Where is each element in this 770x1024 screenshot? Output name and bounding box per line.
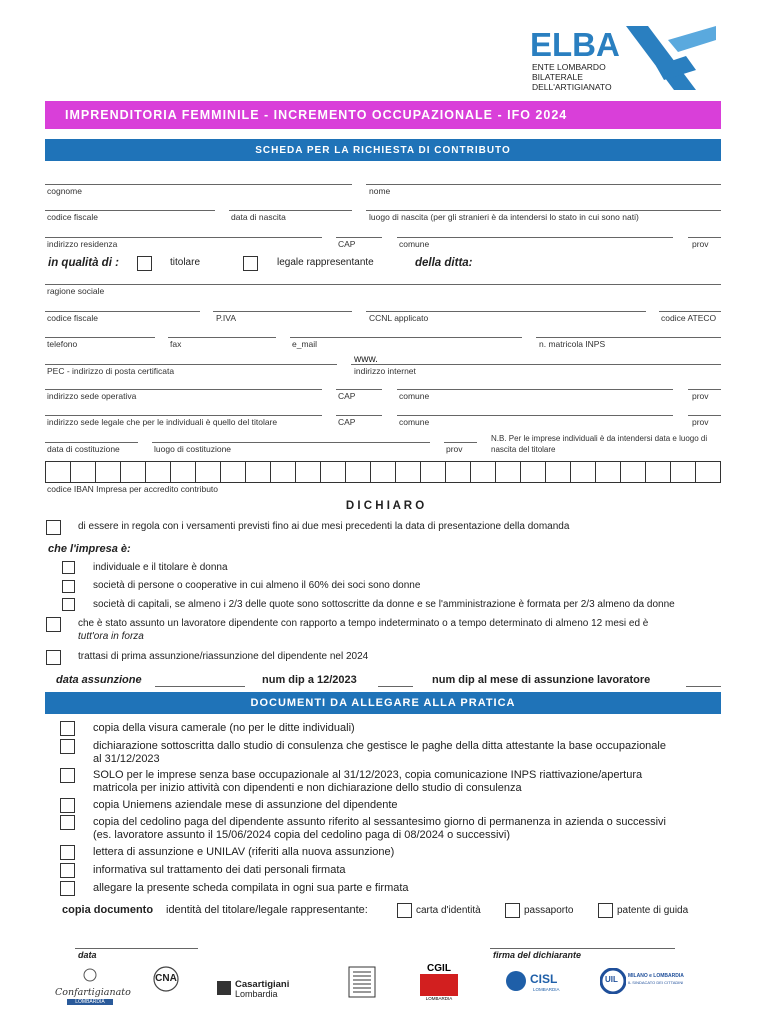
passaporto-label: passaporto xyxy=(524,905,574,916)
sede-leg-cap-line[interactable] xyxy=(336,415,382,416)
emblem-icon xyxy=(348,966,376,998)
doc1-checkbox[interactable] xyxy=(60,721,75,736)
cognome-label: cognome xyxy=(47,186,82,196)
firma-line[interactable] xyxy=(490,948,675,949)
ateco-label: codice ATECO xyxy=(661,313,717,323)
casartigiani-region: Lombardia xyxy=(235,989,278,999)
www-prefix: www. xyxy=(354,354,378,365)
della-ditta-label: della ditta: xyxy=(415,257,473,269)
opt3-label: società di capitali, se almeno i 2/3 delle quote sono sottoscritte da donne e se l'amministrazione è formata per 2/3 almeno da donne xyxy=(93,599,675,610)
doc6-label: lettera di assunzione e UNILAV (riferiti alla nuova assunzione) xyxy=(93,846,395,858)
sede-op-comune-label: comune xyxy=(399,391,430,401)
sede-op-comune-line[interactable] xyxy=(397,389,673,390)
assunto-label-b: tutt'ora in forza xyxy=(78,631,144,642)
doc2-label-a: dichiarazione sottoscritta dallo studio di consulenza che gestisce le paghe della ditta attestante la base occupazionale xyxy=(93,740,666,752)
sede-operativa-label: indirizzo sede operativa xyxy=(47,391,137,401)
elba-line1: ENTE LOMBARDO xyxy=(532,62,606,72)
carta-checkbox[interactable] xyxy=(397,903,412,918)
data-costituzione-line[interactable] xyxy=(45,442,138,443)
internet-line[interactable] xyxy=(351,364,721,365)
opt3-checkbox[interactable] xyxy=(62,598,75,611)
casartigiani-logo xyxy=(217,978,292,1000)
costituzione-prov-label: prov xyxy=(446,444,463,454)
inps-line[interactable] xyxy=(536,337,721,338)
documenti-heading: DOCUMENTI DA ALLEGARE ALLA PRATICA xyxy=(250,697,516,709)
sede-leg-prov-label: prov xyxy=(692,417,709,427)
ragione-sociale-line[interactable] xyxy=(45,284,721,285)
luogo-nascita-label: luogo di nascita (per gli stranieri è da intendersi lo stato in cui sono nati) xyxy=(369,212,639,222)
casartigiani-name: Casartigiani xyxy=(235,979,290,990)
confartigianato-sub: LOMBARDIA xyxy=(67,999,113,1005)
doc7-label: informativa sul trattamento dei dati personali firmata xyxy=(93,864,346,876)
confartigianato-logo xyxy=(55,968,131,1005)
num-dip-mese-line[interactable] xyxy=(686,686,721,687)
doc4-label: copia Uniemens aziendale mese di assunzione del dipendente xyxy=(93,799,398,811)
data-label: data xyxy=(78,950,97,960)
sede-op-prov-line[interactable] xyxy=(688,389,721,390)
in-qualita-label: in qualità di : xyxy=(48,257,119,269)
data-assunzione-label: data assunzione xyxy=(56,674,142,686)
titolare-checkbox[interactable] xyxy=(137,256,152,271)
subtitle-bar xyxy=(45,139,721,161)
sede-leg-comune-line[interactable] xyxy=(397,415,673,416)
luogo-costituzione-line[interactable] xyxy=(152,442,430,443)
sede-legale-label: indirizzo sede legale che per le individuali è quello del titolare xyxy=(47,417,278,427)
doc3-label-a: SOLO per le imprese senza base occupazionale al 31/12/2023, copia comunicazione INPS riattivazione/apertura xyxy=(93,769,643,781)
cna-name: CNA xyxy=(155,973,177,984)
cgil-name: CGIL xyxy=(420,963,458,974)
company-cf-line[interactable] xyxy=(45,311,200,312)
page-title: IMPRENDITORIA FEMMINILE - INCREMENTO OCCUPAZIONALE - IFO 2024 xyxy=(65,108,568,122)
emblem-logo xyxy=(348,966,376,998)
cognome-line[interactable] xyxy=(45,184,352,185)
elba-line3: DELL'ARTIGIANATO xyxy=(532,82,612,92)
uil-name: UIL xyxy=(605,975,618,984)
firma-label: firma del dichiarante xyxy=(493,950,582,960)
num-dip-mese-label: num dip al mese di assunzione lavoratore xyxy=(432,674,651,686)
doc7-checkbox[interactable] xyxy=(60,863,75,878)
passaporto-checkbox[interactable] xyxy=(505,903,520,918)
titolare-label: titolare xyxy=(170,257,201,268)
opt1-label: individuale e il titolare è donna xyxy=(93,562,228,573)
doc5-checkbox[interactable] xyxy=(60,815,75,830)
doc8-label: allegare la presente scheda compilata in ogni sua parte e firmata xyxy=(93,882,409,894)
piva-line[interactable] xyxy=(213,311,352,312)
casartigiani-square-icon xyxy=(217,981,231,995)
patente-checkbox[interactable] xyxy=(598,903,613,918)
iban-grid[interactable] xyxy=(45,461,721,483)
sede-op-cap-label: CAP xyxy=(338,391,356,401)
page-subtitle: SCHEDA PER LA RICHIESTA DI CONTRIBUTO xyxy=(255,144,511,156)
doc2-label-b: al 31/12/2023 xyxy=(93,753,160,765)
cap-label: CAP xyxy=(338,239,356,249)
title-bar xyxy=(45,101,721,129)
prov-line[interactable] xyxy=(688,237,721,238)
carta-label: carta d'identità xyxy=(416,905,481,916)
pec-label: PEC - indirizzo di posta certificata xyxy=(47,366,175,376)
elba-brand: ELBA xyxy=(530,26,620,63)
iban-label: codice IBAN Impresa per accredito contributo xyxy=(47,484,219,494)
prov-label: prov xyxy=(692,239,709,249)
sede-op-prov-label: prov xyxy=(692,391,709,401)
num-dip-line[interactable] xyxy=(378,686,413,687)
uil-region: MILANO e LOMBARDIA xyxy=(628,973,684,979)
legale-checkbox[interactable] xyxy=(243,256,258,271)
patente-label: patente di guida xyxy=(617,905,689,916)
elba-line2: BILATERALE xyxy=(532,72,583,82)
ragione-sociale-label: ragione sociale xyxy=(47,286,105,296)
doc6-checkbox[interactable] xyxy=(60,845,75,860)
cisl-emblem-icon xyxy=(505,970,527,992)
telefono-line[interactable] xyxy=(45,337,155,338)
ateco-line[interactable] xyxy=(659,311,721,312)
cisl-sub: LOMBARDIA xyxy=(533,987,560,992)
cgil-sub: LOMBARDIA xyxy=(420,996,458,1001)
residenza-line[interactable] xyxy=(45,237,322,238)
sede-legale-line[interactable] xyxy=(45,415,322,416)
copia-doc-rest: identità del titolare/legale rappresentante: xyxy=(166,904,368,916)
che-impresa-label: che l'impresa è: xyxy=(48,543,131,555)
sede-op-cap-line[interactable] xyxy=(336,389,382,390)
regola-checkbox[interactable] xyxy=(46,520,61,535)
luogo-costituzione-label: luogo di costituzione xyxy=(154,444,232,454)
luogo-nascita-line[interactable] xyxy=(366,210,721,211)
elba-logo xyxy=(528,26,728,96)
doc1-label: copia della visura camerale (no per le ditte individuali) xyxy=(93,722,355,734)
doc4-checkbox[interactable] xyxy=(60,798,75,813)
opt2-label: società di persone o cooperative in cui almeno il 60% dei soci sono donne xyxy=(93,580,421,591)
residenza-label: indirizzo residenza xyxy=(47,239,118,249)
uil-tagline: IL SINDACATO DEI CITTADINI xyxy=(628,980,684,985)
ccnl-line[interactable] xyxy=(366,311,646,312)
assunto-label-a: che è stato assunto un lavoratore dipendente con rapporto a tempo indeterminato o a tempo determinato di almeno 12 mesi ed è xyxy=(78,618,649,629)
cgil-logo xyxy=(420,963,458,1001)
cap-line[interactable] xyxy=(336,237,382,238)
cisl-logo xyxy=(505,970,565,996)
prima-checkbox[interactable] xyxy=(46,650,61,665)
nb-note: N.B. Per le imprese individuali è da intendersi data e luogo di nascita del titolare xyxy=(491,434,708,454)
data-line[interactable] xyxy=(75,948,198,949)
inps-label: n. matricola INPS xyxy=(539,339,606,349)
data-nascita-line[interactable] xyxy=(229,210,352,211)
company-cf-label: codice fiscale xyxy=(47,313,99,323)
email-line[interactable] xyxy=(290,337,522,338)
documenti-bar xyxy=(45,692,721,714)
data-assunzione-line[interactable] xyxy=(155,686,245,687)
sede-leg-cap-label: CAP xyxy=(338,417,356,427)
fax-line[interactable] xyxy=(168,337,276,338)
prima-label: trattasi di prima assunzione/riassunzione del dipendente nel 2024 xyxy=(78,651,369,662)
fax-label: fax xyxy=(170,339,182,349)
nome-line[interactable] xyxy=(366,184,721,185)
doc8-checkbox[interactable] xyxy=(60,881,75,896)
legale-label: legale rappresentante xyxy=(277,257,374,268)
opt1-checkbox[interactable] xyxy=(62,561,75,574)
elba-x-mark-icon xyxy=(626,26,716,90)
assunto-checkbox[interactable] xyxy=(46,617,61,632)
data-nascita-label: data di nascita xyxy=(231,212,286,222)
ccnl-label: CCNL applicato xyxy=(369,313,429,323)
confartigianato-emblem-icon xyxy=(55,968,125,982)
confartigianato-name: Confartigianato xyxy=(55,987,131,998)
doc2-checkbox[interactable] xyxy=(60,739,75,754)
data-costituzione-label: data di costituzione xyxy=(47,444,120,454)
doc3-checkbox[interactable] xyxy=(60,768,75,783)
doc5-label-b: (es. lavoratore assunto il 15/06/2024 copia del cedolino paga di 08/2024 o successivi) xyxy=(93,829,511,841)
sede-leg-comune-label: comune xyxy=(399,417,430,427)
opt2-checkbox[interactable] xyxy=(62,580,75,593)
nome-label: nome xyxy=(369,186,391,196)
comune-label: comune xyxy=(399,239,430,249)
codice-fiscale-label: codice fiscale xyxy=(47,212,99,222)
doc3-label-b: matricola per inizio attività con dipendenti e non dichiarazione dello studio di consulenza xyxy=(93,782,522,794)
cisl-name: CISL xyxy=(530,972,558,986)
dichiaro-heading: D I C H I A R O xyxy=(345,500,425,512)
telefono-label: telefono xyxy=(47,339,78,349)
pec-line[interactable] xyxy=(45,364,337,365)
internet-label: indirizzo internet xyxy=(354,366,416,376)
costituzione-prov-line[interactable] xyxy=(444,442,477,443)
doc5-label-a: copia del cedolino paga del dipendente assunto riferito al sessantesimo giorno di permanenza in azienda o successivi xyxy=(93,816,666,828)
piva-label: P.IVA xyxy=(216,313,237,323)
sede-leg-prov-line[interactable] xyxy=(688,415,721,416)
copia-doc-bold: copia documento xyxy=(62,904,154,916)
sede-operativa-line[interactable] xyxy=(45,389,322,390)
cna-logo xyxy=(146,965,186,999)
comune-line[interactable] xyxy=(397,237,673,238)
uil-logo xyxy=(600,966,700,996)
codice-fiscale-line[interactable] xyxy=(45,210,215,211)
num-dip-label: num dip a 12/2023 xyxy=(262,674,357,686)
regola-label: di essere in regola con i versamenti previsti fino ai due mesi precedenti la data di presentazione della domanda xyxy=(78,521,570,532)
email-label: e_mail xyxy=(292,339,318,349)
